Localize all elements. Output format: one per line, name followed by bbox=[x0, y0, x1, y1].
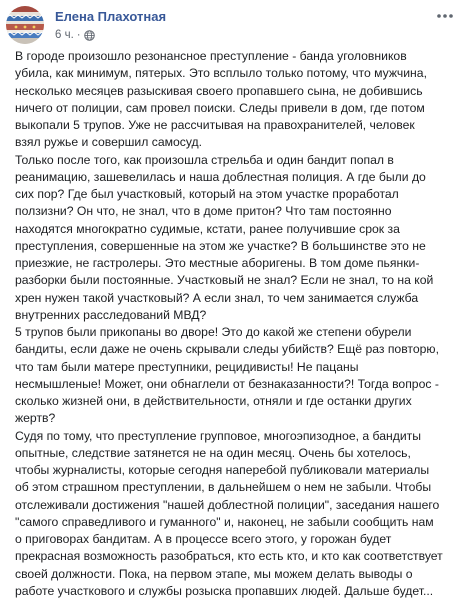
post-paragraph: 5 трупов были прикопаны во дворе! Это до какой же степени обурели бандиты, если даже не очень скрывали следы убийств? Ещё раз повторю, что там были матере преступники, рецидивисты! Не пацаны несмышленые! Может, они обнаглели от безнаказанности?! Тогда вопрос - сколько жизней они, в действительности, отняли и где останки других жертв? bbox=[15, 325, 439, 426]
avatar[interactable] bbox=[6, 6, 44, 44]
globe-icon[interactable] bbox=[84, 30, 95, 41]
post-meta bbox=[55, 28, 95, 42]
author-name[interactable]: Елена Плахотная bbox=[55, 9, 167, 24]
ellipsis-icon bbox=[436, 13, 454, 19]
post-text bbox=[15, 48, 456, 600]
avatar-image bbox=[6, 6, 44, 44]
more-options-button[interactable] bbox=[434, 8, 456, 24]
meta-separator: · bbox=[76, 29, 81, 41]
post-paragraph: В городе произошло резонансное преступление - банда уголовников убила, как минимум, пятерых. Это всплыло только потому, что мужчина, несколько месяцев разыскивая своего пропавшего сына, не добившись ничего от полиции, сам провел поиски. Следы привели в дом, где потом выкопали 5 трупов. Уже не рассчитывая на правохранителей, человек взял ружье и совершил самосуд. bbox=[15, 49, 427, 150]
post-paragraph: Судя по тому, что преступление групповое, многоэпизодное, а бандиты опытные, следствие затянется не на один месяц. Очень бы хотелось, чтобы журналисты, которые сегодня наперебой публиковали материалы об этом страшном преступлении, в дальнейшем о нем не забыли. Чтобы отслеживали достижения "нашей доблестной полиции", заседания нашего "самого справедливого и гуманного" и, наконец, не забыли сообщить нам о приговорах бандитам. А в процессе всего этого, у горожан будет прекрасная возможность разобраться, кто есть кто, и кто как соответствует своей должности. Пока, на первом этапе, мы можем делать выводы о работе участкового и службы розыска пропавших людей. Дальше будет... bbox=[15, 428, 443, 598]
post-header bbox=[6, 4, 456, 44]
post-timestamp[interactable]: 6 ч. bbox=[55, 29, 74, 41]
post-paragraph: Только после того, как произошла стрельба и один бандит попал в реанимацию, зашевелилась и наша доблестная полиция. А где были до сих пор? Где был участковый, который на этом участке проработал ползизни? Он что, не знал, что в доме притон? Что там постоянно находятся многократно судимые, кстати, ранее получившие срок за преступления, совершенные на этом же участке? В большинстве это не приезжие, не гастролеры. Это местные аборигены. В том доме пьянки- разборки были постоянные. Участковый не знал? Если не знал, то на кой хрен нужен такой участковый? А если знал, то чем занимается служба внутренних расследований МВД? bbox=[15, 152, 434, 322]
